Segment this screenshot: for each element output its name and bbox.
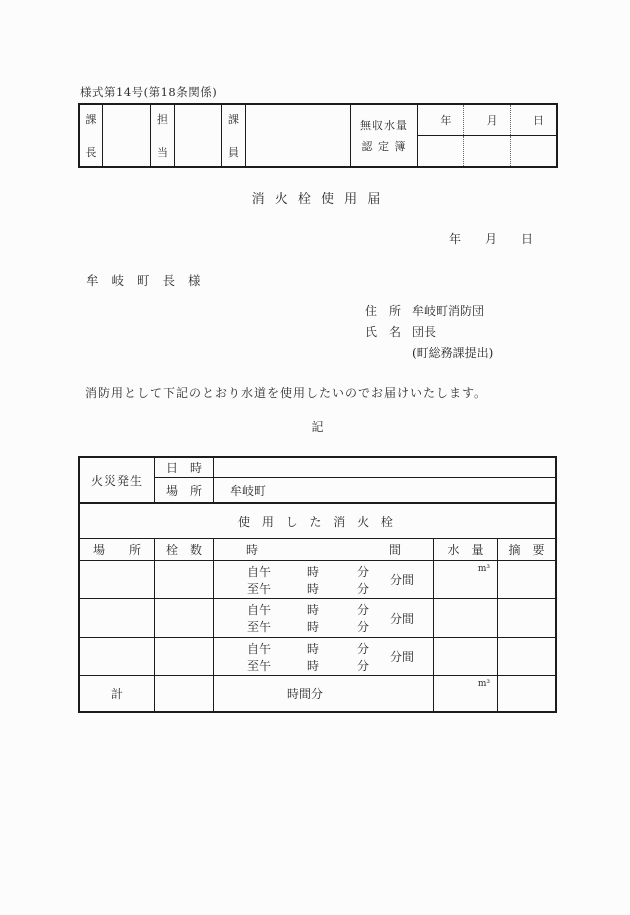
usage-table-header-row <box>80 538 555 560</box>
duration-box <box>390 610 433 627</box>
water-volume-entry-cell <box>434 638 498 675</box>
from-am-pm-label: 自午 <box>247 641 272 656</box>
hour-label: 時 <box>307 603 320 617</box>
register-label-line2: 認 定 簿 <box>361 140 407 153</box>
sender-name-line <box>365 321 493 342</box>
fire-occurrence-section <box>80 458 555 502</box>
total-water-volume-cell: m³ <box>434 676 498 711</box>
document-date-line: 年 月 日 <box>448 232 533 246</box>
sender-address-line <box>365 300 493 321</box>
remarks-entry-cell <box>498 561 555 598</box>
time-to-line <box>247 657 390 674</box>
remarks-entry-cell <box>498 638 555 675</box>
time-from-line <box>247 563 390 580</box>
total-label: 計 <box>80 676 155 711</box>
form-number: 様式第14号(第18条関係) <box>80 85 218 99</box>
header-hydrant-count: 栓 数 <box>155 539 214 560</box>
time-lines <box>214 640 390 674</box>
total-minutes-label: 分 <box>311 687 324 701</box>
section-chief-label <box>80 105 103 166</box>
address-label: 住 所 <box>365 304 402 318</box>
header-time-left: 時 <box>246 543 259 557</box>
time-from-line <box>247 601 390 618</box>
section-member-stamp-box <box>246 105 351 166</box>
section-chief-char-top: 課 <box>85 113 97 126</box>
total-row <box>80 675 555 711</box>
hydrant-count-entry-cell <box>155 561 214 598</box>
person-in-charge-char-bottom: 当 <box>157 146 168 159</box>
to-am-pm-label: 至午 <box>247 620 272 634</box>
register-date-header-row <box>418 105 556 136</box>
register-day-entry-cell <box>510 136 556 166</box>
hydrant-count-entry-cell <box>155 638 214 675</box>
fire-datetime-label: 日 時 <box>155 458 214 478</box>
time-lines <box>214 563 390 597</box>
header-time-right: 間 <box>388 543 401 557</box>
nonrevenue-water-register-label <box>351 105 418 166</box>
time-to-line <box>247 580 390 597</box>
body-text: 消防用として下記のとおり水道を使用したいのでお届けいたします。 <box>85 386 488 400</box>
from-am-pm-label: 自午 <box>247 603 272 617</box>
approval-stamp-table <box>78 103 558 168</box>
submission-note-text: (町総務課提出) <box>412 346 494 360</box>
time-entry-cell <box>214 638 434 675</box>
person-in-charge-label <box>151 105 175 166</box>
water-volume-entry-cell: m³ <box>434 561 498 598</box>
year-label: 年 <box>440 114 452 127</box>
duration-label: 分間 <box>390 650 415 664</box>
usage-row <box>80 598 555 637</box>
minute-label: 分 <box>357 564 370 579</box>
place-entry-cell <box>80 561 155 598</box>
duration-box <box>390 648 433 665</box>
total-time-cell <box>214 676 434 711</box>
hour-label: 時 <box>307 641 320 656</box>
fire-occurrence-label: 火災発生 <box>80 458 155 502</box>
section-chief-stamp-box <box>103 105 151 166</box>
address-value: 牟岐町消防団 <box>412 304 485 318</box>
remarks-entry-cell <box>498 599 555 637</box>
from-am-pm-label: 自午 <box>247 564 272 579</box>
register-month-entry-cell <box>463 136 509 166</box>
section-member-char-top: 課 <box>228 113 239 126</box>
duration-box <box>390 571 433 588</box>
minute-label: 分 <box>357 620 370 634</box>
minute-label: 分 <box>357 658 370 673</box>
month-label: 月 <box>486 114 498 127</box>
total-hydrant-count-cell <box>155 676 214 711</box>
name-value: 団長 <box>412 325 437 339</box>
time-from-line <box>247 640 390 657</box>
time-to-line <box>247 618 390 635</box>
hydrant-count-entry-cell <box>155 599 214 637</box>
duration-label: 分間 <box>390 573 415 587</box>
header-place: 場 所 <box>80 539 155 560</box>
total-remarks-cell <box>498 676 555 711</box>
fire-place-value: 牟岐町 <box>230 483 267 498</box>
day-label: 日 <box>532 114 544 127</box>
header-water-volume: 水 量 <box>434 539 498 560</box>
used-hydrant-section-title: 使 用 し た 消 火 栓 <box>80 502 555 538</box>
section-chief-char-bottom: 長 <box>85 146 97 159</box>
sender-block <box>365 300 493 363</box>
person-in-charge-stamp-box <box>175 105 222 166</box>
section-member-char-bottom: 員 <box>228 146 239 159</box>
water-volume-entry-cell <box>434 599 498 637</box>
register-label-line1: 無収水量 <box>360 119 408 132</box>
usage-table <box>78 456 557 713</box>
header-time <box>214 539 434 560</box>
register-date-area <box>418 105 556 166</box>
header-remarks: 摘 要 <box>508 543 545 557</box>
section-member-label <box>222 105 246 166</box>
document-title: 消 火 栓 使 用 届 <box>251 192 384 207</box>
to-am-pm-label: 至午 <box>247 581 272 596</box>
to-am-pm-label: 至午 <box>247 658 272 673</box>
minute-label: 分 <box>357 603 370 617</box>
hour-label: 時 <box>307 620 320 634</box>
addressee-mayor: 牟岐町長様 <box>86 273 214 288</box>
minute-label: 分 <box>357 641 370 656</box>
time-entry-cell <box>214 561 434 598</box>
usage-row <box>80 637 555 675</box>
time-lines <box>214 601 390 635</box>
submission-note <box>365 342 493 363</box>
register-day-cell <box>510 105 556 135</box>
time-entry-cell <box>214 599 434 637</box>
record-mark: 記 <box>311 420 324 434</box>
fire-place-label: 場 所 <box>155 478 214 502</box>
minute-label: 分 <box>357 581 370 596</box>
total-hours-label: 時間 <box>287 687 312 701</box>
hour-label: 時 <box>307 581 320 596</box>
register-year-cell <box>418 105 463 135</box>
register-date-entry-row <box>418 136 556 166</box>
place-entry-cell <box>80 638 155 675</box>
duration-label: 分間 <box>390 611 415 626</box>
hour-label: 時 <box>307 658 320 673</box>
register-month-cell <box>463 105 509 135</box>
register-year-entry-cell <box>418 136 463 166</box>
place-entry-cell <box>80 599 155 637</box>
usage-row <box>80 560 555 598</box>
person-in-charge-char-top: 担 <box>157 113 168 126</box>
hour-label: 時 <box>307 564 320 579</box>
fire-datetime-value-cell <box>214 458 555 478</box>
name-label: 氏 名 <box>365 325 402 339</box>
